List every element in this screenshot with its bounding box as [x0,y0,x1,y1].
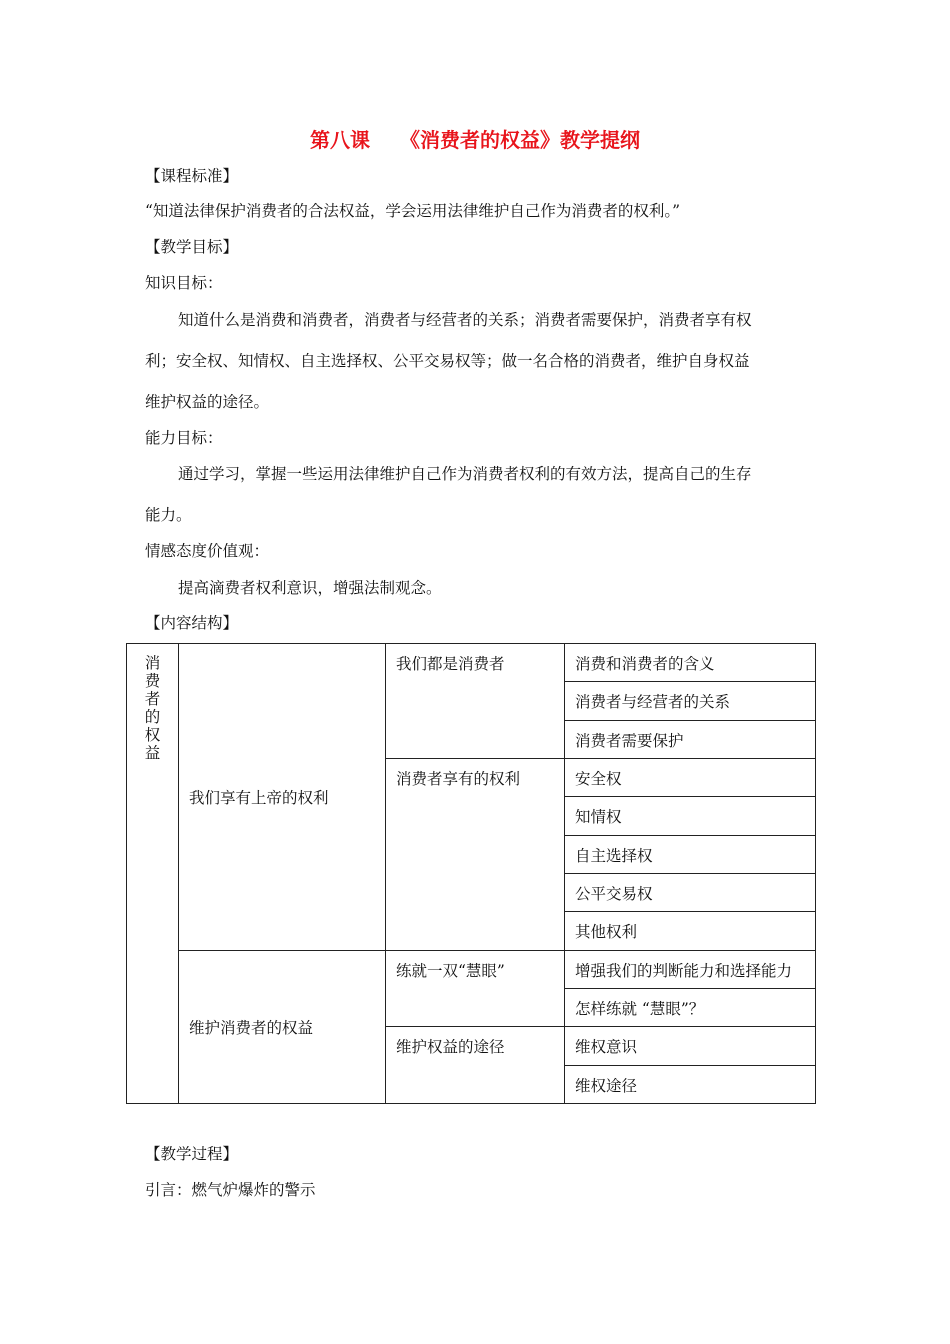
part1-cell: 我们享有上帝的权利 [179,644,386,951]
table-leaf: 消费者需要保护 [565,720,816,758]
part2-sub2-cell: 维护权益的途径 [386,1027,565,1104]
table-leaf: 消费和消费者的含义 [565,644,816,682]
content-structure-table [126,643,816,1104]
ability-line-1: 通过学习，掌握一些运用法律维护自己作为消费者权利的有效方法，提高自己的生存 [178,465,752,483]
structure-heading: 【内容结构】 [145,614,239,632]
table-leaf: 知情权 [565,797,816,835]
curriculum-heading: 【课程标准】 [145,167,239,185]
knowledge-line-1: 知道什么是消费和消费者，消费者与经营者的关系；消费者需要保护，消费者享有权 [178,311,752,329]
part1-sub2-cell: 消费者享有的权利 [386,758,565,950]
table-leaf: 其他权利 [565,912,816,950]
table-leaf: 维权途径 [565,1065,816,1103]
ability-line-2: 能力。 [145,506,192,524]
ability-label: 能力目标： [145,429,223,447]
table-leaf: 增强我们的判断能力和选择能力 [565,950,816,988]
table-leaf: 维权意识 [565,1027,816,1065]
part2-sub1-cell: 练就一双“慧眼” [386,950,565,1027]
root-cell: 消费者的权益 [127,644,179,1104]
part1-sub1-cell: 我们都是消费者 [386,644,565,759]
table-leaf: 怎样练就 “慧眼”？ [565,988,816,1026]
process-heading: 【教学过程】 [145,1145,239,1163]
knowledge-line-3: 维护权益的途径。 [145,393,270,411]
emotion-label: 情感态度价值观： [145,542,270,560]
table-leaf: 消费者与经营者的关系 [565,682,816,720]
table-leaf: 安全权 [565,758,816,796]
document-title: 第八课 《消费者的权益》教学提纲 [310,128,640,152]
intro-text: 引言：燃气炉爆炸的警示 [145,1181,316,1199]
table-leaf: 自主选择权 [565,835,816,873]
knowledge-line-2: 利；安全权、知情权、自主选择权、公平交易权等；做一名合格的消费者，维护自身权益 [145,352,750,370]
curriculum-text: “知道法律保护消费者的合法权益，学会运用法律维护自己作为消费者的权利。” [145,202,681,220]
knowledge-label: 知识目标： [145,274,223,292]
part2-cell: 维护消费者的权益 [179,950,386,1103]
emotion-text: 提高滴费者权利意识，增强法制观念。 [178,579,442,597]
table-leaf: 公平交易权 [565,873,816,911]
goals-heading: 【教学目标】 [145,238,239,256]
